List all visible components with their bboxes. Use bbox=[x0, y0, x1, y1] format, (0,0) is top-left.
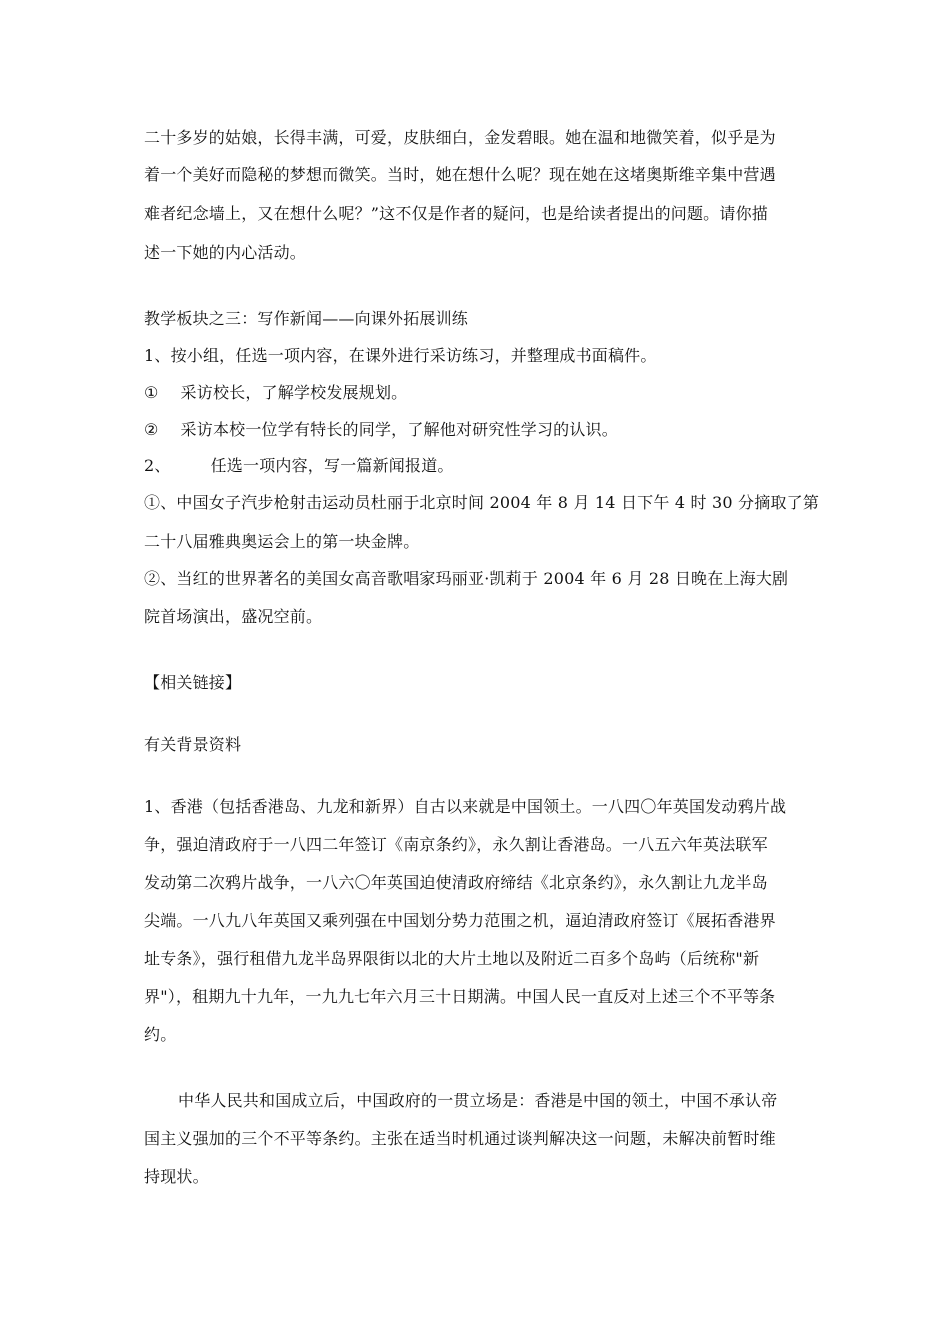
section3-heading: 教学板块之三：写作新闻——向课外拓展训练 bbox=[144, 309, 469, 328]
para2-line-1: 中华人民共和国成立后，中国政府的一贯立场是：香港是中国的领土，中国不承认帝 bbox=[178, 1091, 778, 1110]
news2-line-2: 院首场演出，盛况空前。 bbox=[144, 607, 323, 626]
para2-line-2: 国主义强加的三个不平等条约。主张在适当时机通过谈判解决这一问题，未解决前暂时维 bbox=[144, 1129, 776, 1148]
intro-line-3: 难者纪念墙上，又在想什么呢？”这不仅是作者的疑问，也是给读者提出的问题。请你描 bbox=[144, 204, 768, 223]
news2-line-1: ②、当红的世界著名的美国女高音歌唱家玛丽亚·凯莉于 2004 年 6 月 28 日晚在上海大剧 bbox=[144, 569, 789, 588]
section3-item2 bbox=[144, 456, 454, 476]
para1-line-3: 发动第二次鸦片战争，一八六〇年英国迫使清政府缔结《北京条约》，永久割让九龙半岛 bbox=[144, 873, 768, 892]
subitem-text: 采访本校一位学有特长的同学，了解他对研究性学习的认识。 bbox=[180, 420, 618, 439]
section3-item1: 1、按小组，任选一项内容，在课外进行采访练习，并整理成书面稿件。 bbox=[144, 346, 657, 365]
item2-marker: 2、 bbox=[144, 456, 171, 475]
para1-line-4: 尖端。一八九八年英国又乘列强在中国划分势力范围之机，逼迫清政府签订《展拓香港界 bbox=[144, 911, 776, 930]
para1-line-6: 界"），租期九十九年，一九九七年六月三十日期满。中国人民一直反对上述三个不平等条 bbox=[144, 987, 776, 1006]
subitem-text: 采访校长，了解学校发展规划。 bbox=[180, 383, 408, 402]
intro-line-1: 二十多岁的姑娘，长得丰满，可爱，皮肤细白，金发碧眼。她在温和地微笑着，似乎是为 bbox=[144, 128, 776, 147]
intro-line-2: 着一个美好而隐秘的梦想而微笑。当时，她在想什么呢？现在她在这堵奥斯维辛集中营遇 bbox=[144, 165, 776, 184]
para1-line-7: 约。 bbox=[144, 1025, 177, 1044]
related-subheading: 有关背景资料 bbox=[144, 735, 242, 754]
section3-subitem-2 bbox=[144, 420, 618, 440]
para2-line-3: 持现状。 bbox=[144, 1167, 209, 1186]
related-heading: 【相关链接】 bbox=[144, 673, 242, 692]
para1-line-2: 争，强迫清政府于一八四二年签订《南京条约》，永久割让香港岛。一八五六年英法联军 bbox=[144, 835, 768, 854]
subitem-marker: ① bbox=[144, 383, 159, 402]
news1-line-2: 二十八届雅典奥运会上的第一块金牌。 bbox=[144, 532, 420, 551]
section3-subitem-1 bbox=[144, 383, 407, 403]
intro-line-4: 述一下她的内心活动。 bbox=[144, 243, 307, 262]
subitem-marker: ② bbox=[144, 420, 159, 439]
para1-line-1: 1、香港（包括香港岛、九龙和新界）自古以来就是中国领土。一八四〇年英国发动鸦片战 bbox=[144, 797, 787, 816]
para1-line-5: 址专条》，强行租借九龙半岛界限街以北的大片土地以及附近二百多个岛屿（后统称"新 bbox=[144, 949, 760, 968]
news1-line-1: ①、中国女子汽步枪射击运动员杜丽于北京时间 2004 年 8 月 14 日下午 4 时 30 分摘取了第 bbox=[144, 493, 820, 512]
item2-text: 任选一项内容，写一篇新闻报道。 bbox=[210, 456, 454, 475]
